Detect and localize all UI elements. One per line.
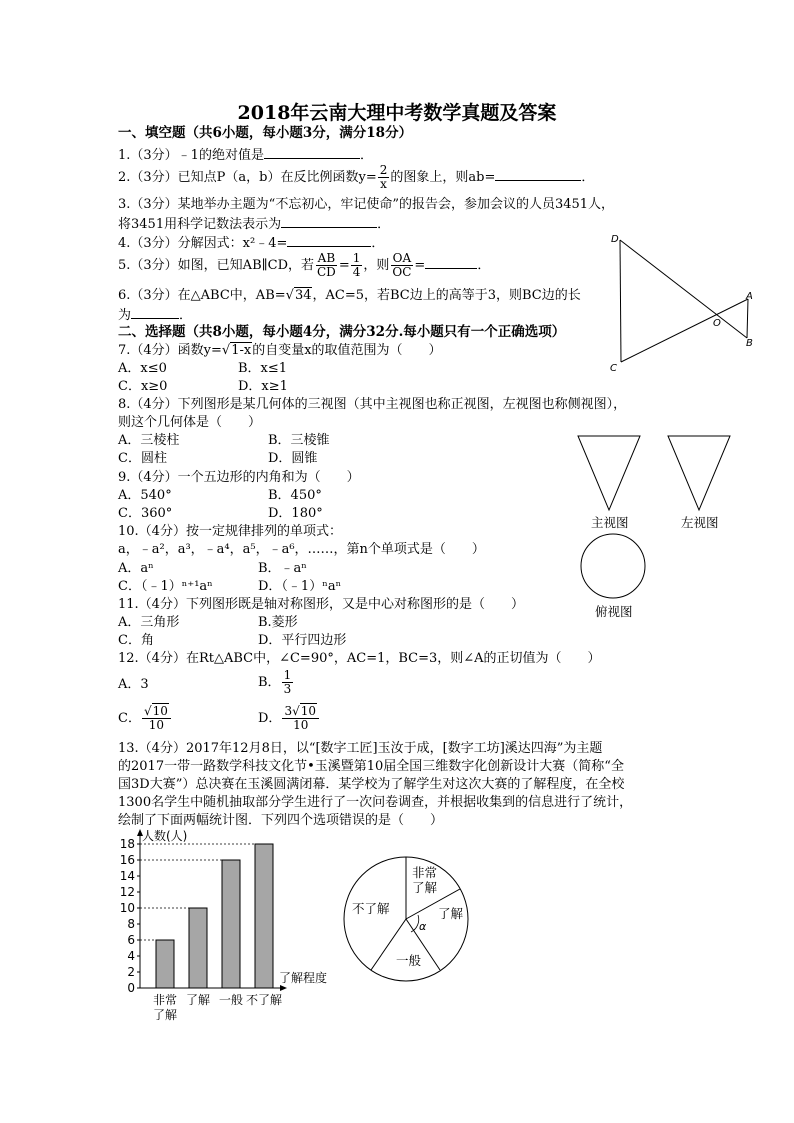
option-10b: B．﹣aⁿ — [258, 561, 307, 576]
left-view-label: 左视图 — [681, 515, 719, 530]
option-11a: A．三角形 — [118, 615, 180, 630]
alpha-arc — [411, 915, 419, 932]
option-11c: C．角 — [118, 633, 154, 648]
section-fill-in: 一、填空题（共6小题，每小题3分，满分18分） — [118, 125, 413, 141]
bar — [156, 940, 174, 988]
question-8-line2: 则这个几何体是（ ） — [118, 415, 262, 430]
answer-blank — [264, 145, 360, 159]
top-view-label: 俯视图 — [595, 604, 633, 619]
question-3-line1: 3.（3分）某地举办主题为“不忘初心，牢记使命”的报告会，参加会议的人员3451人， — [118, 197, 615, 212]
question-13-line5: 绘制了下面两幅统计图．下列四个选项错误的是（ ） — [118, 813, 444, 828]
parallel-lines-figure — [600, 228, 770, 376]
question-8-line1: 8.（4分）下列图形是某几何体的三视图（其中主视图也称正视图，左视图也称侧视图）， — [118, 397, 627, 412]
pie-label-know: 了解 — [438, 906, 464, 921]
three-views-figure — [570, 430, 735, 625]
fraction: $\frac{1}{4}$ — [352, 251, 361, 279]
option-12b: B． $\frac{1}{3}$ — [258, 668, 292, 696]
pie-label-normal: 一般 — [396, 953, 422, 968]
pie-label-very-2: 了解 — [412, 880, 438, 895]
y-tick-label: 0 — [127, 981, 135, 995]
label-o: O — [713, 318, 721, 329]
question-13-line3: 国3D大赛”）总决赛在玉溪圆满闭幕．某学校为了解学生对这次大赛的了解程度，在全校 — [118, 777, 625, 792]
y-tick-label: 18 — [119, 837, 135, 851]
question-9: 9.（4分）一个五边形的内角和为（ ） — [118, 470, 360, 485]
x-axis-label: 了解程度 — [279, 971, 328, 985]
option-8b: B．三棱锥 — [268, 433, 330, 448]
label-d: D — [611, 234, 619, 245]
answer-blank — [281, 214, 377, 228]
y-tick-label: 8 — [127, 917, 135, 931]
fraction: $\frac{3√10}{10}$ — [282, 705, 319, 732]
x-tick-label: 不了解 — [245, 993, 283, 1007]
x-tick-label: 了解 — [185, 993, 211, 1007]
option-7d: D．x≥1 — [238, 379, 288, 394]
front-view-triangle — [578, 436, 640, 510]
option-10d: D．（﹣1）ⁿaⁿ — [258, 579, 342, 594]
question-13-line4: 1300名学生中随机抽取部分学生进行了一次问卷调查，并根据收集到的信息进行了统计， — [118, 795, 633, 810]
pie-label-very-1: 非常 — [412, 865, 438, 880]
fraction: $\frac{AB}{CD}$ — [317, 251, 336, 279]
answer-blank — [287, 233, 371, 247]
question-5: 5.（3分）如图，已知AB∥CD，若 $\frac{AB}{CD}$ = $\frac{1}{4}$ ，则 $\frac{OA}{OC}$ = ． — [118, 251, 491, 279]
option-12c: C． $\frac{√10}{10}$ — [118, 702, 172, 736]
question-6-line1: 6.（3分）在△ABC中，AB=√34，AC=5，若BC边上的高等于3，则BC边的长 — [118, 288, 581, 303]
option-7b: B．x≤1 — [238, 361, 288, 376]
pie-label-alpha: α — [419, 920, 427, 933]
bar-layer — [120, 828, 327, 1022]
option-8c: C．圆柱 — [118, 451, 167, 466]
answer-blank — [425, 255, 477, 269]
y-tick-label: 10 — [119, 901, 135, 915]
question-2: 2.（3分）已知点P（a，b）在反比例函数y= $\frac{2}{x}$ 的图象上，则ab= ． — [118, 163, 595, 191]
x-tick-label: 一般 — [218, 993, 244, 1007]
option-7c: C．x≥0 — [118, 379, 168, 394]
option-9b: B．450° — [268, 488, 322, 503]
question-7: 7.（4分）函数y=√1-x的自变量x的取值范围为（ ） — [118, 343, 442, 358]
top-view-circle — [581, 534, 645, 598]
front-view-label: 主视图 — [591, 515, 629, 530]
y-axis-label: 人数(人) — [142, 829, 188, 843]
bar — [222, 860, 240, 988]
option-9d: D．180° — [268, 506, 323, 521]
fraction: $\frac{2}{x}$ — [379, 163, 388, 191]
x-axis-arrow — [280, 985, 287, 991]
option-11d: D．平行四边形 — [258, 633, 347, 648]
option-7a: A．x≤0 — [118, 361, 167, 376]
answer-blank — [131, 305, 179, 319]
question-4: 4.（3分）分解因式：x²﹣4= ． — [118, 233, 384, 253]
y-tick-label: 4 — [127, 949, 135, 963]
question-11: 11.（4分）下列图形既是轴对称图形，又是中心对称图形的是（ ） — [118, 597, 524, 612]
option-11b: B.菱形 — [258, 615, 298, 630]
question-13-line1: 13.（4分）2017年12月8日，以“[数字工匠]玉汝于成，[数字工坊]溪达四海”为主题 — [118, 741, 603, 756]
question-1: 1.（3分）﹣1的绝对值是 ． — [118, 145, 373, 165]
y-tick-label: 16 — [119, 853, 135, 867]
option-9c: C．360° — [118, 506, 173, 521]
bar — [189, 908, 207, 988]
answer-blank — [495, 167, 581, 181]
fraction: $\frac{√10}{10}$ — [142, 705, 171, 732]
question-3-line2: 将3451用科学记数法表示为 ． — [118, 214, 390, 234]
pie-chart — [340, 852, 470, 987]
label-b: B — [746, 338, 753, 349]
y-tick-label: 6 — [127, 933, 135, 947]
left-view-triangle — [668, 436, 730, 510]
question-12: 12.（4分）在Rt△ABC中，∠C=90°，AC=1，BC=3，则∠A的正切值为（ ） — [118, 651, 601, 666]
option-9a: A．540° — [118, 488, 172, 503]
segment-ca — [621, 299, 748, 362]
option-10c: C．（﹣1）ⁿ⁺¹aⁿ — [118, 579, 213, 594]
page-title: 2018年云南大理中考数学真题及答案 — [237, 102, 557, 124]
y-tick-label: 2 — [127, 965, 135, 979]
label-c: C — [610, 363, 617, 374]
option-12a: A．3 — [118, 677, 149, 692]
option-8a: A．三棱柱 — [118, 433, 180, 448]
segment-db — [620, 240, 747, 338]
label-a: A — [746, 291, 753, 302]
y-tick-label: 12 — [119, 885, 135, 899]
bar — [255, 844, 273, 988]
option-12d: D． $\frac{3√10}{10}$ — [258, 702, 320, 736]
option-10a: A．aⁿ — [118, 561, 154, 576]
question-10-line2: a，﹣a²，a³，﹣a⁴，a⁵，﹣a⁶，……，第n个单项式是（ ） — [118, 542, 485, 557]
section-choice: 二、选择题（共8小题，每小题4分，满分32分.每小题只有一个正确选项） — [118, 324, 566, 340]
option-8d: D．圆锥 — [268, 451, 318, 466]
fraction: $\frac{OA}{OC}$ — [392, 251, 412, 279]
x-tick-label: 非常 — [152, 993, 178, 1007]
segment-dc — [620, 240, 621, 362]
question-13-line2: 的2017一带一路数学科技文化节•玉溪暨第10届全国三维数字化创新设计大赛（简称“全 — [118, 759, 624, 774]
bar-chart — [112, 826, 352, 1031]
y-tick-label: 14 — [119, 869, 135, 883]
question-6-line2: 为 ． — [118, 305, 192, 325]
pie-label-not: 不了解 — [352, 901, 390, 916]
fraction: $\frac{1}{3}$ — [283, 668, 292, 696]
question-10-line1: 10.（4分）按一定规律排列的单项式： — [118, 524, 342, 539]
x-tick-label: 了解 — [152, 1008, 178, 1022]
segment-ab — [747, 299, 748, 338]
